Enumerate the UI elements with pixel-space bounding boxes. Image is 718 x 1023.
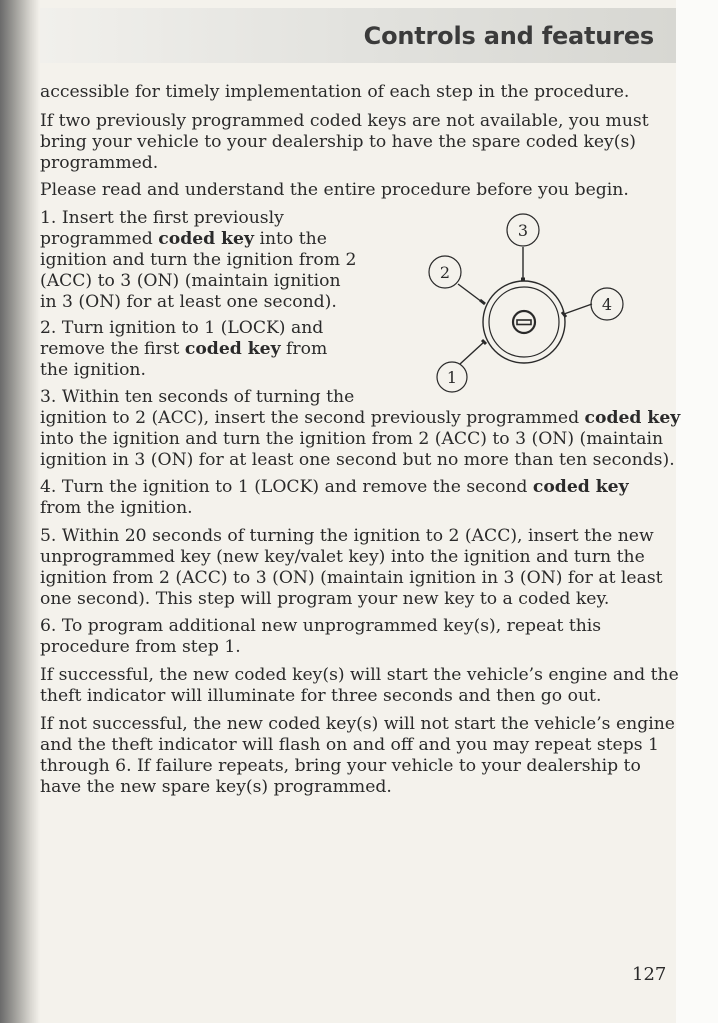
key-slot bbox=[517, 320, 531, 325]
label-2: 2 bbox=[439, 263, 451, 282]
ignition-diagram bbox=[420, 210, 630, 395]
bold-term: coded key bbox=[584, 408, 681, 428]
label-1: 1 bbox=[446, 368, 458, 387]
text-line bbox=[40, 408, 680, 429]
text-line: ignition and turn the ignition from 2 bbox=[40, 250, 357, 270]
text-line: 2. Turn ignition to 1 (LOCK) and bbox=[40, 318, 324, 338]
leader-line-2 bbox=[458, 284, 482, 302]
text-span: into the bbox=[253, 229, 327, 249]
text-span: remove the first bbox=[40, 339, 185, 359]
ignition-inner-ring bbox=[489, 287, 559, 357]
text-line: theft indicator will illuminate for three seconds and then go out. bbox=[40, 686, 602, 706]
text-line bbox=[40, 229, 327, 250]
text-line: unprogrammed key (new key/valet key) into the ignition and turn the bbox=[40, 547, 645, 567]
label-3: 3 bbox=[517, 221, 529, 240]
tick-2 bbox=[480, 300, 485, 304]
text-line: ignition from 2 (ACC) to 3 (ON) (maintain ignition in 3 (ON) for at least bbox=[40, 568, 663, 588]
text-line: If two previously programmed coded keys are not available, you must bbox=[40, 111, 649, 131]
leader-line-4 bbox=[564, 304, 592, 314]
text-line: programmed. bbox=[40, 153, 159, 173]
text-line: accessible for timely implementation of each step in the procedure. bbox=[40, 82, 630, 102]
text-span: ignition to 2 (ACC), insert the second previously programmed bbox=[40, 408, 585, 428]
text-line: through 6. If failure repeats, bring your vehicle to your dealership to bbox=[40, 756, 641, 776]
text-line: bring your vehicle to your dealership to have the spare coded key(s) bbox=[40, 132, 636, 152]
text-span: from bbox=[280, 339, 328, 359]
text-line: If not successful, the new coded key(s) will not start the vehicle’s engine bbox=[40, 714, 675, 734]
text-line: and the theft indicator will flash on and off and you may repeat steps 1 bbox=[40, 735, 659, 755]
bold-term: coded key bbox=[532, 477, 629, 497]
text-line bbox=[40, 477, 629, 498]
ignition-diagram-svg bbox=[420, 210, 630, 395]
section-title: Controls and features bbox=[363, 22, 654, 50]
text-line: from the ignition. bbox=[40, 498, 193, 518]
text-line: in 3 (ON) for at least one second). bbox=[40, 292, 337, 312]
text-line: (ACC) to 3 (ON) (maintain ignition bbox=[40, 271, 341, 291]
bold-term: coded key bbox=[184, 339, 281, 359]
page-number: 127 bbox=[632, 964, 667, 985]
text-line: 1. Insert the first previously bbox=[40, 208, 284, 228]
text-span: 4. Turn the ignition to 1 (LOCK) and remove the second bbox=[40, 477, 533, 497]
text-line: have the new spare key(s) programmed. bbox=[40, 777, 392, 797]
text-line bbox=[40, 339, 327, 360]
text-line: Please read and understand the entire procedure before you begin. bbox=[40, 180, 629, 200]
text-line: 5. Within 20 seconds of turning the ignition to 2 (ACC), insert the new bbox=[40, 526, 654, 546]
text-line: 3. Within ten seconds of turning the bbox=[40, 387, 355, 407]
text-line: ignition in 3 (ON) for at least one second but no more than ten seconds). bbox=[40, 450, 675, 470]
leader-line-1 bbox=[460, 342, 484, 364]
text-line: into the ignition and turn the ignition from 2 (ACC) to 3 (ON) (maintain bbox=[40, 429, 664, 449]
text-line: 6. To program additional new unprogrammed key(s), repeat this bbox=[40, 616, 602, 636]
text-span: programmed bbox=[40, 229, 159, 249]
ignition-outer-ring bbox=[483, 281, 565, 363]
text-line: procedure from step 1. bbox=[40, 637, 241, 657]
bold-term: coded key bbox=[158, 229, 254, 249]
text-line: the ignition. bbox=[40, 360, 146, 380]
label-4: 4 bbox=[601, 295, 613, 314]
text-line: one second). This step will program your new key to a coded key. bbox=[40, 589, 610, 609]
text-line: If successful, the new coded key(s) will start the vehicle’s engine and the bbox=[40, 665, 679, 685]
